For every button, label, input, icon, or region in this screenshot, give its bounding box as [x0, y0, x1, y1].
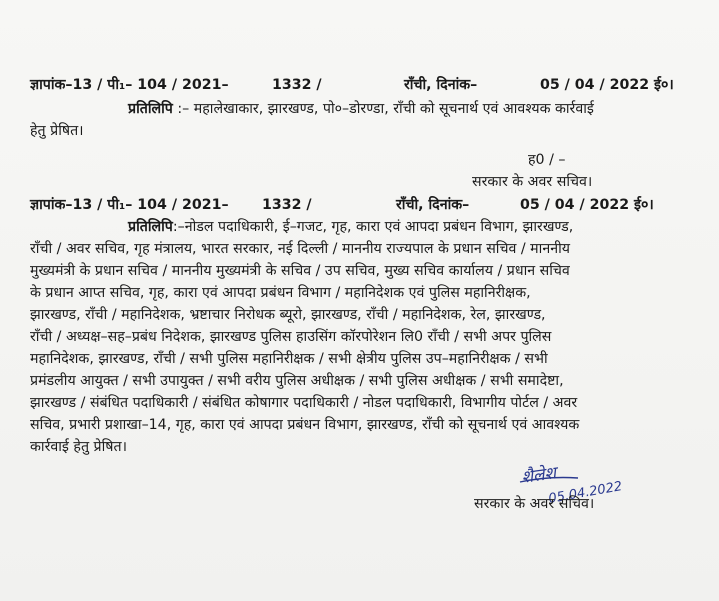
- copy-text-2-line-10: कार्रवाई हेतु प्रेषित।: [30, 439, 127, 455]
- copy-text-2-line-6: महानिदेशक, झारखण्ड, राँची / सभी पुलिस महानिरीक्षक / सभी क्षेत्रीय पुलिस उप–महानिरीक्षक / सभी: [30, 351, 548, 367]
- copy-line-2: [128, 216, 573, 238]
- signature-name: शैलेश: [520, 463, 558, 488]
- memo-ref-2: [30, 194, 229, 216]
- copy-text-2-line-3: के प्रधान आप्त सचिव, गृह, कारा एवं आपदा प्रबंधन विभाग / महानिदेशक एवं पुलिस महानिरीक्षक,: [30, 285, 531, 301]
- date-1: 05 / 04 / 2022 ई०।: [540, 77, 674, 93]
- place-date-label-1: राँची, दिनांक–: [404, 77, 478, 93]
- copy-text-2-line-8: झारखण्ड / संबंधित पदाधिकारी / संबंधित कोषागार पदाधिकारी / नोडल पदाधिकारी, विभागीय पोर्टल / अवर: [30, 395, 578, 411]
- copy-text-2-line-5: राँची / अध्यक्ष–सह–प्रबंध निदेशक, झारखण्ड पुलिस हाउसिंग कॉरपोरेशन लि0 राँची / सभी अपर पुलिस: [30, 329, 552, 345]
- memo-ref-number: ज्ञापांक–13 / पी₁– 104 / 2021–: [30, 77, 229, 93]
- copy-line-1: [128, 98, 594, 120]
- copy-text-2-line-7: प्रमंडलीय आयुक्त / सभी उपायुक्त / सभी वरीय पुलिस अधीक्षक / सभी पुलिस अधीक्षक / सभी समादेष्टा,: [30, 373, 564, 389]
- copy-text-1b: हेतु प्रेषित।: [30, 123, 84, 139]
- copy-text-2-line-2: मुख्यमंत्री के प्रधान सचिव / माननीय मुख्यमंत्री के सचिव / उप सचिव, मुख्य सचिव कार्यालय / प्रधान सचिव: [30, 263, 570, 279]
- designation-1: सरकार के अवर सचिव।: [472, 174, 593, 190]
- signed-mark: ह0 / –: [528, 152, 566, 168]
- copy-text-2-line-4: झारखण्ड, राँची / महानिदेशक, भ्रष्टाचार निरोधक ब्यूरो, झारखण्ड, राँची / महानिदेशक, रेल, झारखण्ड,: [30, 307, 546, 323]
- copy-text-2-line-9: सचिव, प्रभारी प्रशाखा–14, गृह, कारा एवं आपदा प्रबंधन विभाग, झारखण्ड, राँची को सूचनार्थ एवं आवश्यक: [30, 417, 580, 433]
- copy-text-1: :– महालेखाकार, झारखण्ड, पो०–डोरण्डा, राँची को सूचनार्थ एवं आवश्यक कार्रवाई: [177, 101, 594, 117]
- signature-date: 05.04.2022: [547, 479, 624, 507]
- designation-2: सरकार के अवर सचिव।: [474, 496, 595, 512]
- memo-ref-serial-1: 1332 /: [272, 77, 322, 93]
- copy-label-2: प्रतिलिपि: [128, 219, 173, 235]
- copy-text-2-line-0: :–नोडल पदाधिकारी, ई–गजट, गृह, कारा एवं आपदा प्रबंधन विभाग, झारखण्ड,: [172, 219, 574, 235]
- copy-label-1: प्रतिलिपि: [128, 101, 173, 117]
- place-date-label-2: राँची, दिनांक–: [396, 197, 470, 213]
- copy-text-2-line-1: राँची / अवर सचिव, गृह मंत्रालय, भारत सरकार, नई दिल्ली / माननीय राज्यपाल के प्रधान सचिव / माननीय: [30, 241, 570, 257]
- memo-ref-serial-2: 1332 /: [262, 197, 312, 213]
- memo-ref-1: [30, 74, 229, 96]
- memo-ref-number-2: ज्ञापांक–13 / पी₁– 104 / 2021–: [30, 197, 229, 213]
- date-2: 05 / 04 / 2022 ई०।: [520, 197, 654, 213]
